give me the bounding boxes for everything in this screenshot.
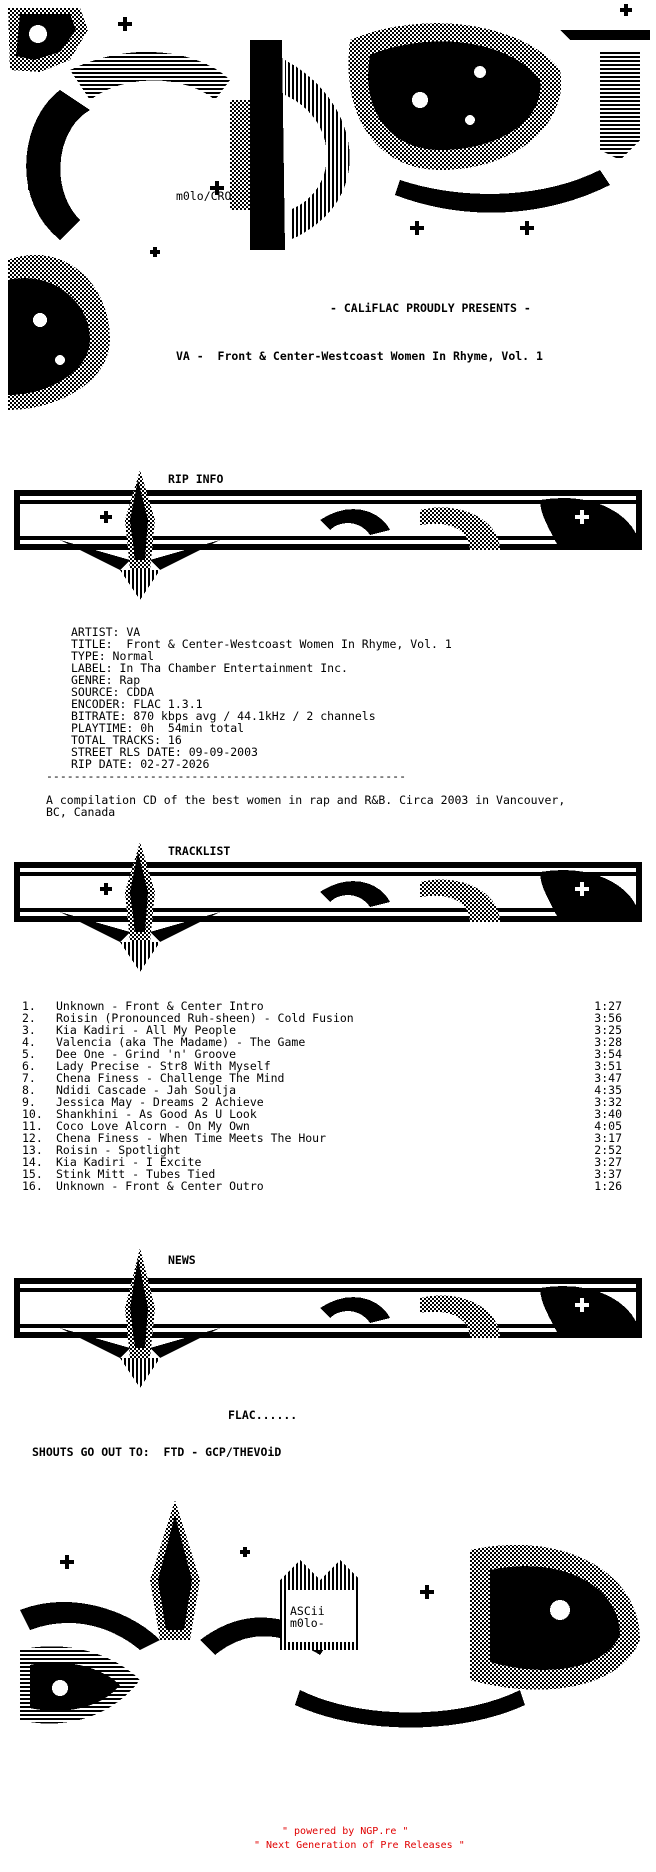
track-title: Roisin - Spotlight [56,1143,181,1157]
release-description: A compilation CD of the best women in rap and R&B. Circa 2003 in Vancouver, BC, Canada [46,793,566,819]
ascii-badge-line2: m0lo- [290,1616,325,1630]
track-title: Roisin (Pronounced Ruh-sheen) - Cold Fusion [56,1011,354,1025]
header-signature: m0lo/CRO [176,189,232,203]
track-number: 16. [22,1179,43,1193]
track-number: 5. [22,1047,36,1061]
track-title: Coco Love Alcorn - On My Own [56,1119,250,1133]
rip-info-banner-art [0,460,656,610]
presents-line: - CALiFLAC PROUDLY PRESENTS - [330,301,531,315]
track-duration: 4:35 [594,1083,622,1097]
track-title: Chena Finess - When Time Meets The Hour [56,1131,327,1145]
footer-tagline: " Next Generation of Pre Releases " [254,1840,465,1851]
rip-info-line: GENRE: Rap [71,673,141,687]
track-duration: 3:28 [594,1035,622,1049]
shouts-line: SHOUTS GO OUT TO: FTD - GCP/THEVOiD [32,1445,282,1459]
rip-info-line: SOURCE: CDDA [71,685,155,699]
track-number: 8. [22,1083,36,1097]
news-banner-art [0,1238,656,1398]
track-number: 12. [22,1131,43,1145]
news-flac-line: FLAC...... [228,1408,298,1422]
track-number: 10. [22,1107,43,1121]
track-number: 3. [22,1023,36,1037]
track-duration: 3:47 [594,1071,622,1085]
track-duration: 3:37 [594,1167,622,1181]
track-title: Dee One - Grind 'n' Groove [56,1047,237,1061]
ascii-badge-line1: ASCii [290,1604,325,1618]
track-title: Unknown - Front & Center Intro [56,999,264,1013]
track-duration: 3:51 [594,1059,622,1073]
section-news-title: NEWS [168,1253,196,1267]
track-number: 4. [22,1035,36,1049]
track-duration: 3:17 [594,1131,622,1145]
track-duration: 4:05 [594,1119,622,1133]
footer-ascii-art [0,1490,656,1750]
track-title: Kia Kadiri - I Excite [56,1155,202,1169]
track-duration: 3:25 [594,1023,622,1037]
track-title: Jessica May - Dreams 2 Achieve [56,1095,264,1109]
track-title: Stink Mitt - Tubes Tied [56,1167,216,1181]
section-rip-info-title: RIP INFO [168,472,224,486]
rip-info-line: TOTAL TRACKS: 16 [71,733,182,747]
track-duration: 3:40 [594,1107,622,1121]
track-row [22,1180,622,1192]
track-number: 7. [22,1071,36,1085]
track-number: 2. [22,1011,36,1025]
track-duration: 3:32 [594,1095,622,1109]
track-number: 13. [22,1143,43,1157]
track-title: Ndidi Cascade - Jah Soulja [56,1083,237,1097]
section-tracklist-title: TRACKLIST [168,844,231,858]
track-duration: 1:26 [594,1179,622,1193]
track-duration: 3:54 [594,1047,622,1061]
rip-info-line: BITRATE: 870 kbps avg / 44.1kHz / 2 channels [71,709,376,723]
track-title: Lady Precise - Str8 With Myself [56,1059,271,1073]
track-title: Shankhini - As Good As U Look [56,1107,257,1121]
track-title: Kia Kadiri - All My People [56,1023,237,1037]
release-line: VA - Front & Center-Westcoast Women In Rhyme, Vol. 1 [176,349,543,363]
track-title: Unknown - Front & Center Outro [56,1179,264,1193]
track-number: 11. [22,1119,43,1133]
track-duration: 3:56 [594,1011,622,1025]
track-duration: 1:27 [594,999,622,1013]
rip-info-line: TYPE: Normal [71,649,155,663]
track-title: Chena Finess - Challenge The Mind [56,1071,285,1085]
track-number: 6. [22,1059,36,1073]
rip-info-lines [71,626,452,770]
tracklist-banner-art [0,832,656,982]
rip-info-line: RIP DATE: 02-27-2026 [71,757,210,771]
rip-info-line: STREET RLS DATE: 09-09-2003 [71,745,258,759]
rip-info-line: PLAYTIME: 0h 54min total [71,721,245,735]
rip-info-line: LABEL: In Tha Chamber Entertainment Inc. [71,661,348,675]
track-number: 1. [22,999,36,1013]
track-number: 15. [22,1167,43,1181]
rip-info-line: TITLE: Front & Center-Westcoast Women In Rhyme, Vol. 1 [71,637,452,651]
track-number: 9. [22,1095,36,1109]
rip-info-divider: ---------------------------------------------------- [46,769,407,783]
track-duration: 3:27 [594,1155,622,1169]
track-title: Valencia (aka The Madame) - The Game [56,1035,306,1049]
rip-info-line: ENCODER: FLAC 1.3.1 [71,697,203,711]
track-number: 14. [22,1155,43,1169]
footer-powered-by: " powered by NGP.re " [282,1826,409,1837]
track-duration: 2:52 [594,1143,622,1157]
rip-info-line: ARTIST: VA [71,625,141,639]
